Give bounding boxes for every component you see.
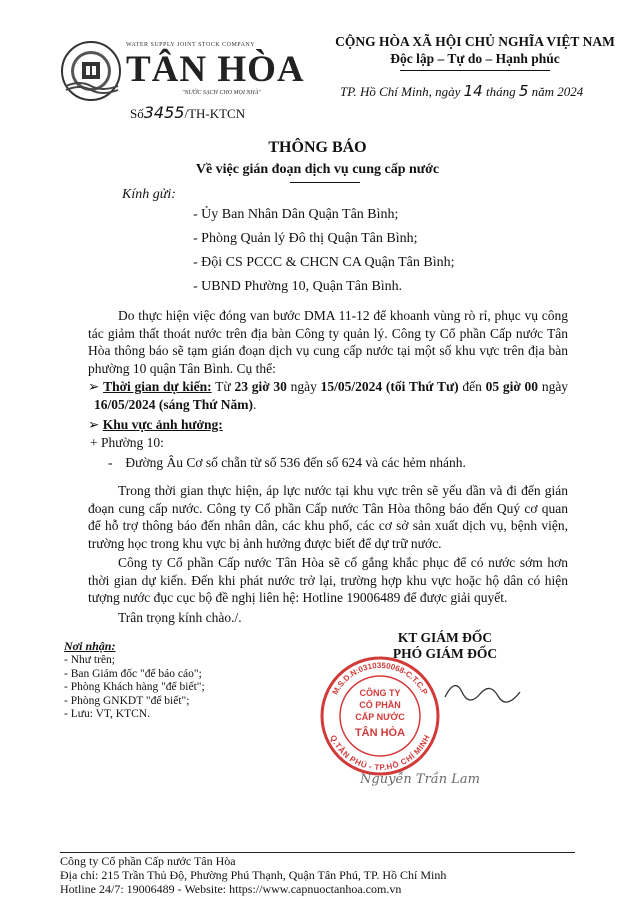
area-street: Đường Âu Cơ số chẵn từ số 536 đến số 624 và các hẻm nhánh. (125, 455, 466, 470)
date-day: 14 (463, 82, 483, 100)
closing-text: Trân trọng kính chào./. (118, 609, 242, 625)
time-row (88, 378, 568, 413)
footer (60, 854, 446, 896)
tanhoa-emblem-icon (60, 40, 122, 102)
body-paragraph-2: Công ty Cổ phần Cấp nước Tân Hòa sẽ cố gắng khắc phục để có nước sớm hơn thời gian dự kiến. Đến khi phát nước trở lại, trường hợp khu vực hoặc hộ dân có hiện tượng nước đục cục bộ đề nghị liên hệ: Hotline 19006489 để được giải quyết. (88, 555, 568, 605)
noted-item: - Như trên; (64, 654, 115, 666)
signature-line-1: KT GIÁM ĐỐC (397, 630, 493, 645)
time-text-3: đến (462, 379, 482, 394)
nation-title: CỘNG HÒA XÃ HỘI CHỦ NGHĨA VIỆT NAM (335, 34, 615, 49)
motto-underline (400, 70, 550, 71)
recipients-noted (64, 638, 205, 722)
date-month: 5 (518, 82, 529, 100)
document-subtitle: Về việc gián đoạn dịch vụ cung cấp nước (195, 162, 440, 177)
intro-paragraph (88, 307, 568, 377)
document-title: THÔNG BÁO (268, 139, 367, 156)
company-english-name: WATER SUPPLY JOINT STOCK COMPANY (126, 42, 256, 48)
stamp-ring-bottom: Q.TÂN PHÚ - TP.HỒ CHÍ MINH (328, 733, 432, 773)
recipient-2: - Phòng Quản lý Đô thị Quận Tân Bình; (193, 231, 418, 246)
svg-text:Q.TÂN PHÚ - TP.HỒ CHÍ MINH (328, 734, 432, 773)
arrow-bullet-icon: ➢ (88, 417, 100, 432)
stamp-line-2: CỔ PHẦN (359, 700, 401, 710)
signature-scribble-icon (440, 672, 530, 712)
footer-hotline: Hotline 24/7: 19006489 - Website: https://www.capnuoctanhoa.com.vn (60, 882, 402, 896)
time-label: Thời gian dự kiến: (103, 379, 212, 394)
time-text-1: Từ (215, 379, 231, 394)
recipients-noted-title: Nơi nhận: (64, 639, 116, 653)
time-text-4: ngày (541, 379, 569, 394)
place-prefix: TP. Hồ Chí Minh, ngày (340, 84, 461, 99)
area-label: Khu vực ảnh hưởng: (102, 417, 223, 432)
year-label: năm 2024 (531, 84, 584, 99)
stamp-line-4: TÂN HÒA (354, 727, 406, 739)
time-section (88, 378, 568, 413)
national-motto: Độc lập – Tự do – Hạnh phúc (390, 51, 560, 66)
national-header (330, 34, 620, 71)
company-slogan: "NƯỚC SẠCH CHO MỌI NHÀ" (182, 90, 261, 96)
doc-number-prefix: Số (130, 106, 144, 121)
time-text-5: . (253, 396, 257, 412)
arrow-bullet-icon: ➢ (88, 379, 100, 394)
stamp-ring-top: M.S.D.N:0310350068-C.T.C.P (330, 660, 430, 697)
brand-name: TÂN HÒA (126, 49, 305, 90)
doc-number-suffix: /TH-KTCN (184, 106, 246, 121)
company-stamp-icon (318, 654, 442, 778)
signature-line-2: PHÓ GIÁM ĐỐC (392, 646, 498, 661)
body-section (88, 482, 568, 626)
recipient-4: - UBND Phường 10, Quận Tân Bình. (193, 279, 403, 294)
footer-address: Địa chỉ: 215 Trần Thủ Độ, Phường Phú Thạnh, Quận Tân Phú, TP. Hồ Chí Minh (60, 868, 447, 882)
time-start: 23 giờ 30 (234, 379, 287, 394)
time-end-date: 16/05/2024 (sáng Thứ Năm) (94, 396, 253, 412)
footer-company: Công ty Cổ phần Cấp nước Tân Hòa (60, 854, 236, 868)
dash-bullet: - (108, 455, 113, 470)
month-label: tháng (485, 84, 516, 99)
area-street-row (88, 454, 568, 472)
time-text-2: ngày (290, 379, 317, 394)
recipient-1: - Ủy Ban Nhân Dân Quận Tân Bình; (193, 207, 399, 222)
intro-text: Do thực hiện việc đóng van bước DMA 11-12 để khoanh vùng rò rỉ, phục vụ công tác giảm thất thoát nước trên địa bàn Công ty quản lý. Công ty Cổ phần Cấp nước Tân Hòa thông báo sẽ tạm gián đoạn dịch vụ cung cấp nước tại một số khu vực trên địa bàn phường 10 quận Tân Bình. Cụ thể: (88, 308, 568, 376)
area-row (88, 416, 568, 434)
noted-item: - Ban Giám đốc "để báo cáo"; (64, 667, 202, 680)
time-end: 05 giờ 00 (485, 379, 539, 394)
area-section (88, 416, 568, 472)
signer-name: Nguyễn Trần Lam (360, 772, 480, 787)
body-paragraph-1: Trong thời gian thực hiện, áp lực nước tại khu vực trên sẽ yếu dần và đi đến gián đoạn cung cấp nước. Công ty Cổ phần Cấp nước Tân Hòa thông báo đến Quý cơ quan để hỗ trợ thông báo đến nhân dân, các khu phố, các cơ sở sản xuất dịch vụ, bệnh viện, trường học trong khu vực bị ảnh hưởng được biết để dự trữ nước. (88, 483, 568, 551)
place-date (340, 82, 583, 100)
area-ward: + Phường 10: (90, 434, 164, 450)
doc-number-value: 3455 (143, 103, 185, 122)
recipient-3: - Đội CS PCCC & CHCN CA Quận Tân Bình; (193, 255, 455, 270)
subtitle-underline (290, 182, 360, 183)
document-number (130, 103, 245, 122)
time-start-date: 15/05/2024 (tối Thứ Tư) (320, 379, 459, 394)
stamp-line-3: CẤP NƯỚC (355, 712, 405, 722)
noted-item: - Phòng Khách hàng "để biết"; (64, 681, 205, 693)
noted-item: - Phòng GNKDT "để biết"; (64, 694, 190, 707)
stamp-line-1: CÔNG TY (359, 688, 401, 698)
greeting: Kính gửi: (122, 187, 176, 202)
company-logo (60, 40, 320, 110)
noted-item: - Lưu: VT, KTCN. (64, 708, 150, 720)
footer-divider (60, 852, 575, 853)
